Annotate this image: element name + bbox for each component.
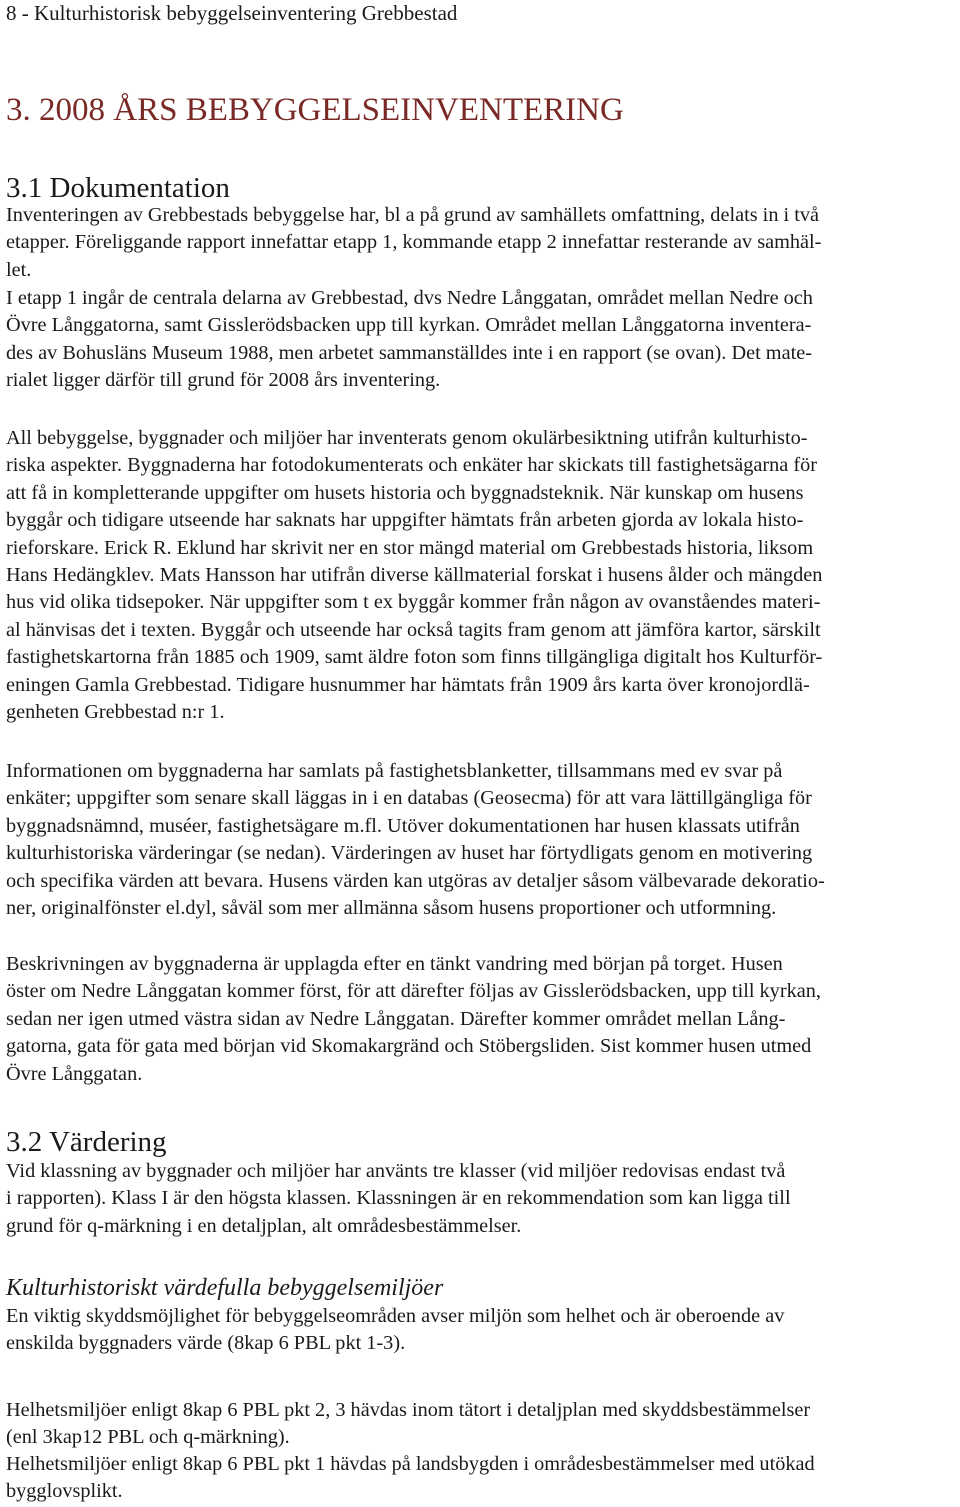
text-line: Informationen om byggnaderna har samlats på fastighetsblanketter, tillsammans med ev svar på <box>6 760 783 782</box>
text-line: Övre Långgatorna, samt Gisslerödsbacken upp till kyrkan. Området mellan Långgatorna inventera- <box>6 314 812 337</box>
paragraph-helhetsmiljoer-tatort <box>6 1397 810 1452</box>
paragraph-etapper <box>6 202 821 284</box>
text-line: och specifika värden att bevara. Husens värden kan utgöras av detaljer såsom välbevarade dekoratio- <box>6 869 825 892</box>
text-line: En viktig skyddsmöjlighet för bebyggelseområden avser miljön som helhet och är oberoende av <box>6 1305 785 1327</box>
chapter-heading: 3. 2008 ÅRS BEBYGGELSEINVENTERING <box>6 92 624 128</box>
text-line: let. <box>6 258 32 281</box>
text-line: genheten Grebbestad n:r 1. <box>6 700 225 723</box>
subheading-bebyggelsemiljoer: Kulturhistoriskt värdefulla bebyggelsemiljöer <box>6 1275 444 1301</box>
section-heading-dokumentation: 3.1 Dokumentation <box>6 172 230 204</box>
text-line: byggår och tidigare utseende har saknats har uppgifter hämtats från arbeten gjorda av lokala histo- <box>6 509 804 532</box>
text-line: Övre Långgatan. <box>6 1062 143 1085</box>
paragraph-method <box>6 425 822 726</box>
text-line: kulturhistoriska värderingar (se nedan). Värderingen av huset har förtydligats genom en motivering <box>6 842 813 865</box>
text-line: enskilda byggnaders värde (8kap 6 PBL pkt 1-3). <box>6 1332 406 1355</box>
text-line: ner, originalfönster el.dyl, såväl som mer allmänna såsom husens proportioner och utformning. <box>6 896 777 919</box>
text-line: enkäter; uppgifter som senare skall läggas in i en databas (Geosecma) för att vara lättillgängliga för <box>6 787 812 810</box>
paragraph-information <box>6 758 825 922</box>
text-line: fastighetskartorna från 1885 och 1909, samt äldre foton som finns tillgängliga digitalt hos Kulturför- <box>6 646 823 669</box>
text-line: Vid klassning av byggnader och miljöer har använts tre klasser (vid miljöer redovisas endast två <box>6 1160 786 1182</box>
paragraph-helhetsmiljoer-landsbygd <box>6 1451 815 1506</box>
text-line: Inventeringen av Grebbestads bebyggelse har, bl a på grund av samhällets omfattning, delats in i två <box>6 204 820 226</box>
paragraph-etapp-1 <box>6 285 813 395</box>
text-line: gatorna, gata för gata med början vid Skomakargränd och Stöbergsliden. Sist kommer husen utmed <box>6 1035 812 1058</box>
paragraph-beskrivningen <box>6 951 821 1088</box>
paragraph-skyddsmojlighet <box>6 1303 784 1358</box>
text-line: Helhetsmiljöer enligt 8kap 6 PBL pkt 2, 3 hävdas inom tätort i detaljplan med skyddsbestämmelser <box>6 1399 811 1421</box>
text-line: (enl 3kap12 PBL och q-märkning). <box>6 1426 290 1449</box>
text-line: Hans Hedängklev. Mats Hansson har utifrån diverse källmaterial forskat i husens ålder och mängden <box>6 563 823 586</box>
text-line: eningen Gamla Grebbestad. Tidigare husnummer har hämtats från 1909 års karta över kronojordlä- <box>6 673 810 696</box>
section-heading-vardering: 3.2 Värdering <box>6 1126 167 1158</box>
text-line: Helhetsmiljöer enligt 8kap 6 PBL pkt 1 hävdas på landsbygden i områdesbestämmelser med utökad <box>6 1453 815 1475</box>
text-line: att få in kompletterande uppgifter om husets historia och byggnadsteknik. När kunskap om husens <box>6 481 804 504</box>
running-header: 8 - Kulturhistorisk bebyggelseinventering Grebbestad <box>6 1 458 25</box>
text-line: rieforskare. Erick R. Eklund har skrivit ner en stor mängd material om Grebbestads historia, liksom <box>6 536 814 559</box>
text-line: hus vid olika tidsepoker. När uppgifter som t ex byggår kommer från någon av ovanståendes materi- <box>6 591 821 614</box>
text-line: rialet ligger därför till grund för 2008 års inventering. <box>6 369 441 392</box>
text-line: sedan ner igen utmed västra sidan av Nedre Långgatan. Därefter kommer området mellan Lång- <box>6 1007 786 1030</box>
text-line: des av Bohusläns Museum 1988, men arbetet sammanställdes inte i en rapport (se ovan). Det mate- <box>6 341 812 364</box>
text-line: Beskrivningen av byggnaderna är upplagda efter en tänkt vandring med början på torget. Husen <box>6 953 783 975</box>
text-line: riska aspekter. Byggnaderna har fotodokumenterats och enkäter har skickats till fastighetsägarna för <box>6 454 817 477</box>
text-line: byggnadsnämnd, muséer, fastighetsägare m.fl. Utöver dokumentationen har husen klassats utifrån <box>6 814 800 837</box>
text-line: grund för q-märkning i en detaljplan, alt områdesbestämmelser. <box>6 1214 522 1237</box>
text-line: bygglovsplikt. <box>6 1480 123 1503</box>
text-line: i rapporten). Klass I är den högsta klassen. Klassningen är en rekommendation som kan ligga till <box>6 1187 791 1210</box>
text-line: al hänvisas det i texten. Byggår och utseende har också tagits fram genom att jämföra kartor, särskilt <box>6 618 821 641</box>
text-line: All bebyggelse, byggnader och miljöer har inventerats genom okulärbesiktning utifrån kulturhisto- <box>6 427 808 449</box>
paragraph-klassning <box>6 1158 791 1240</box>
text-line: I etapp 1 ingår de centrala delarna av Grebbestad, dvs Nedre Långgatan, området mellan Nedre och <box>6 287 813 309</box>
text-line: öster om Nedre Långgatan kommer först, för att därefter följas av Gisslerödsbacken, upp till kyrkan, <box>6 980 821 1003</box>
text-line: etapper. Föreliggande rapport innefattar etapp 1, kommande etapp 2 innefattar resterande av samhäl- <box>6 231 822 254</box>
